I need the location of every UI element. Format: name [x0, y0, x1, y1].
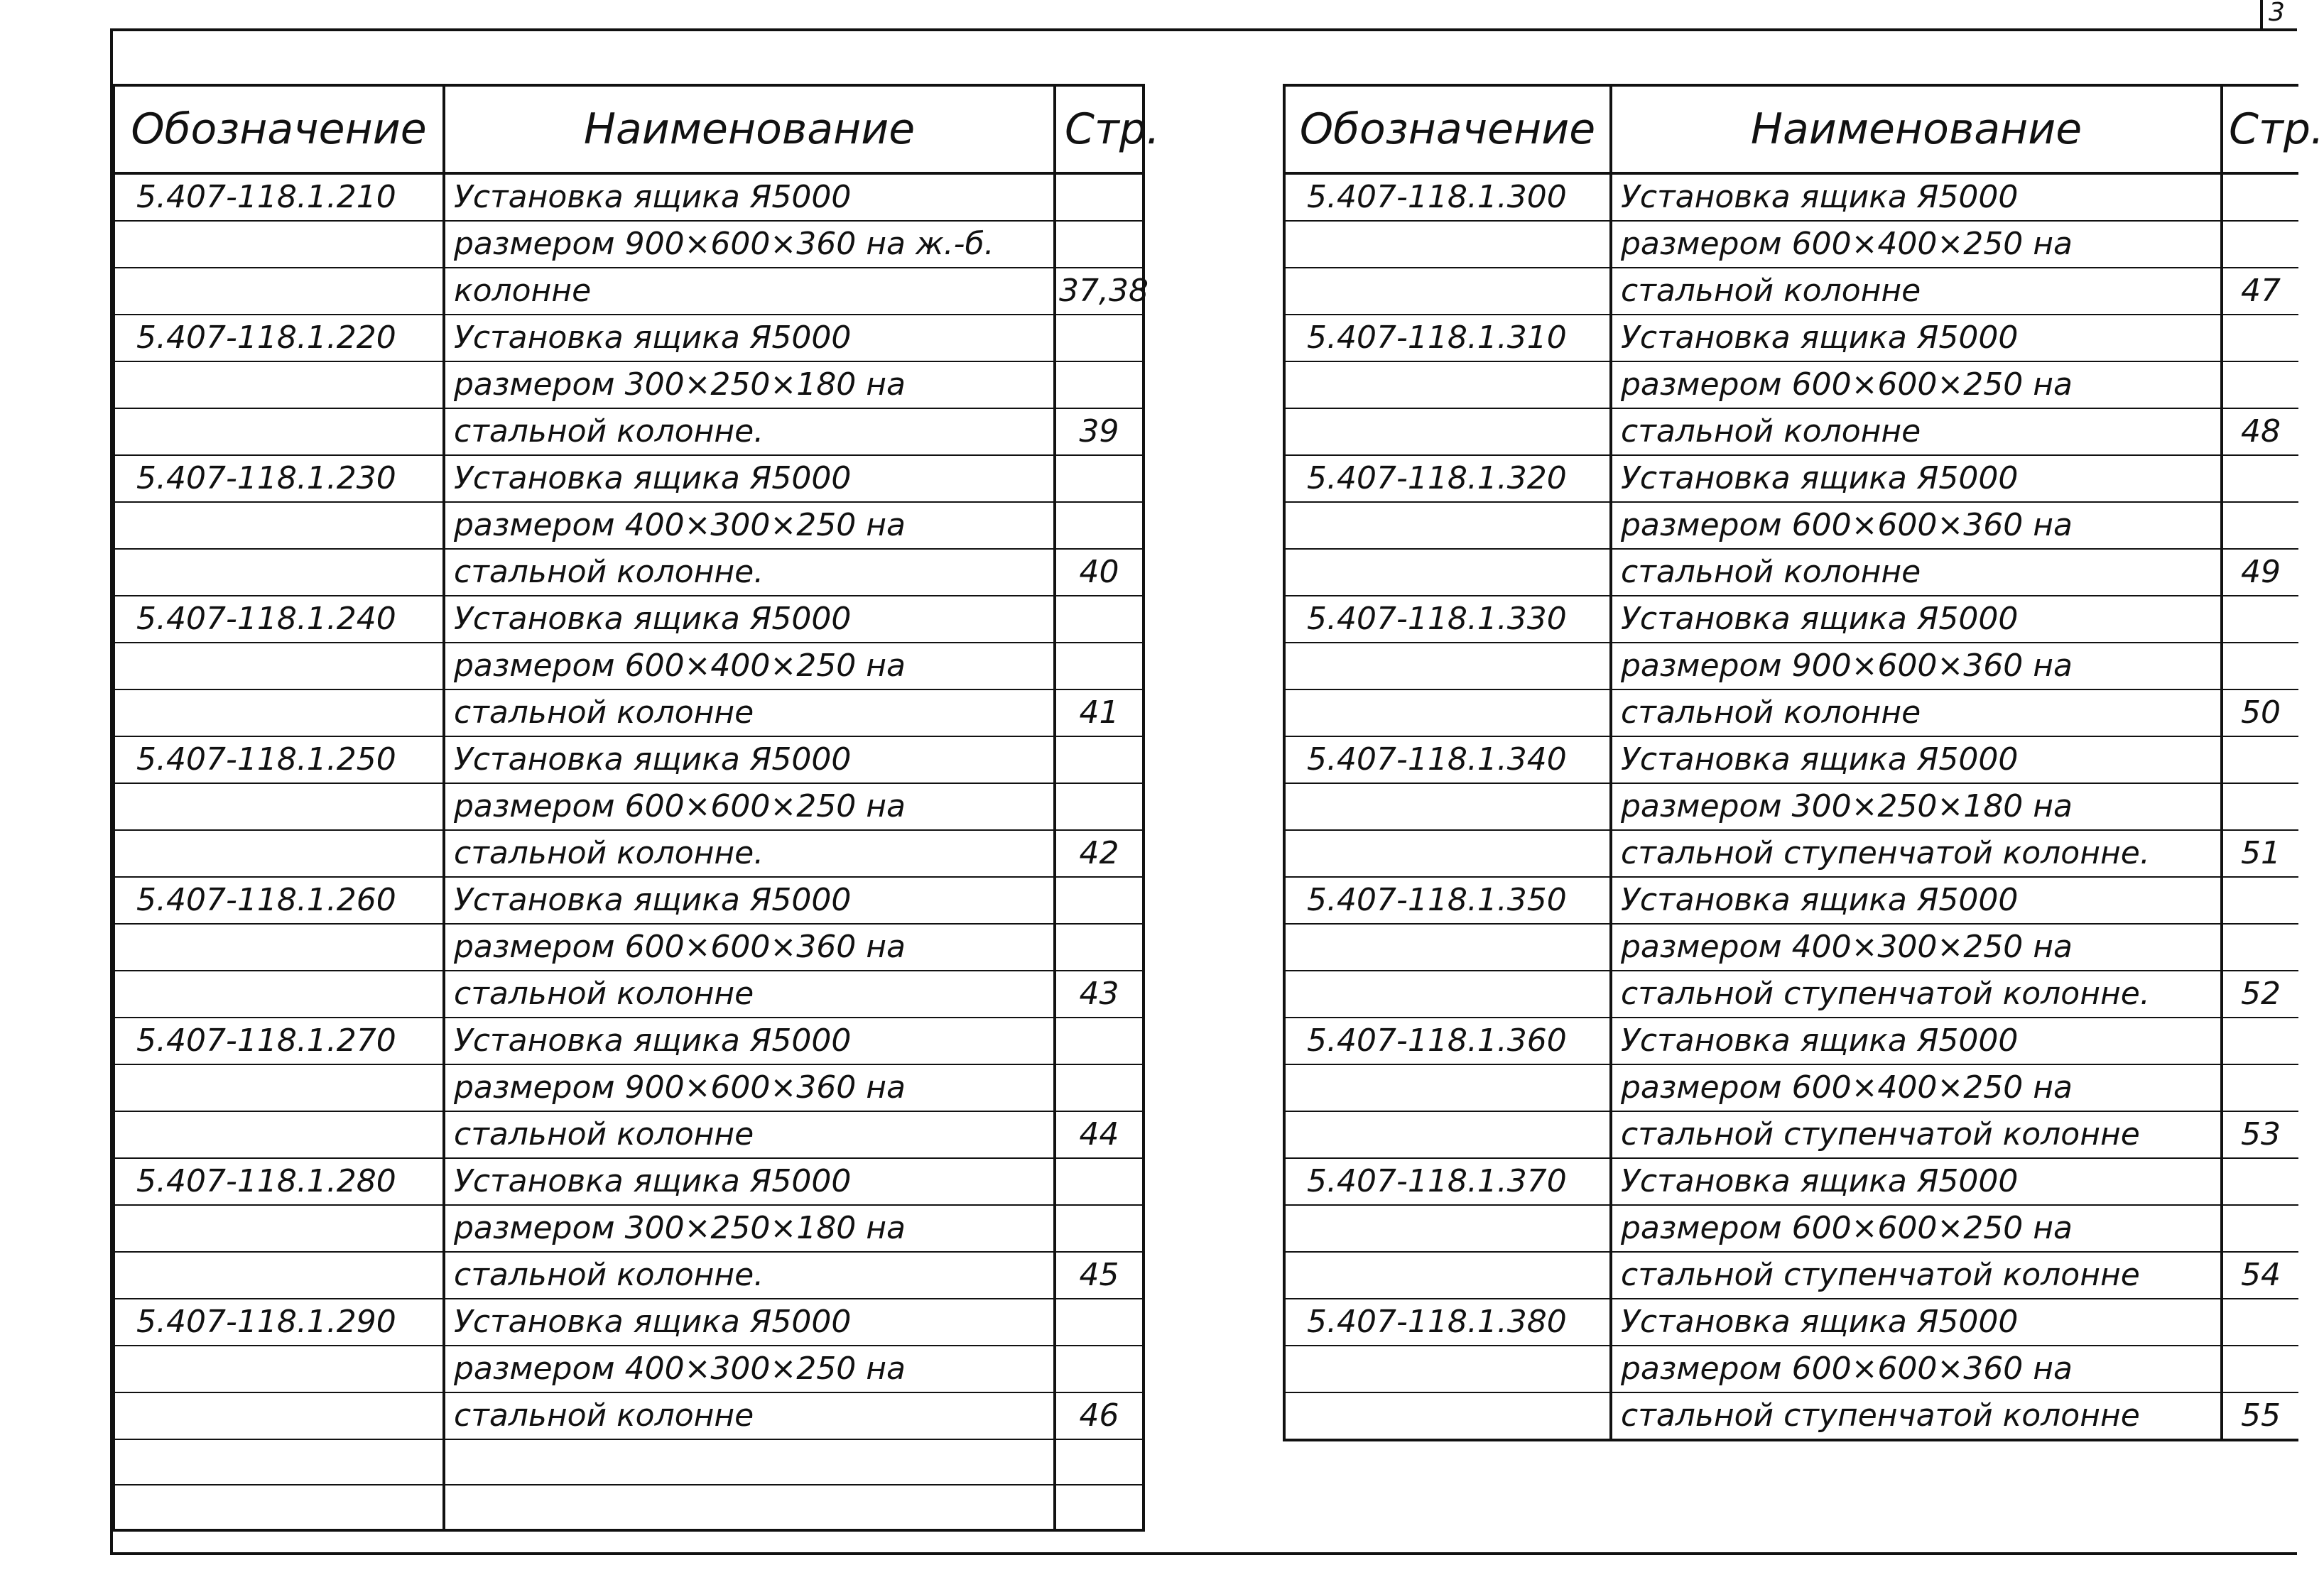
page-cell — [2222, 783, 2298, 830]
code-cell — [1284, 361, 1611, 408]
name-cell: размером 900×600×360 на — [444, 1064, 1055, 1111]
code-cell — [1284, 549, 1611, 596]
table-row — [114, 502, 1144, 549]
table-row — [114, 1252, 1144, 1299]
code-cell: 5.407-118.1.220 — [114, 315, 444, 361]
table-row — [1284, 1111, 2298, 1158]
page-number: 3 — [2260, 0, 2297, 28]
table-row — [1284, 783, 2298, 830]
code-cell — [1284, 1392, 1611, 1440]
page-cell — [2222, 221, 2298, 268]
page-cell: 45 — [1055, 1252, 1144, 1299]
table-row — [1284, 736, 2298, 783]
code-cell: 5.407-118.1.380 — [1284, 1299, 1611, 1346]
table-row — [114, 173, 1144, 221]
page-cell: 50 — [2222, 689, 2298, 736]
page-cell — [2222, 736, 2298, 783]
name-cell: стальной ступенчатой колонне — [1611, 1111, 2222, 1158]
table-row — [1284, 502, 2298, 549]
name-cell: размером 400×300×250 на — [1611, 924, 2222, 971]
code-cell: 5.407-118.1.290 — [114, 1299, 444, 1346]
code-cell — [114, 1111, 444, 1158]
page-cell — [2222, 315, 2298, 361]
page-cell: 51 — [2222, 830, 2298, 877]
header-designation: Обозначение — [114, 85, 444, 173]
table-row — [114, 1346, 1144, 1392]
page-cell — [1055, 877, 1144, 924]
name-cell — [444, 1485, 1055, 1530]
page-cell — [2222, 1205, 2298, 1252]
table-row — [114, 1205, 1144, 1252]
left-index-table — [112, 84, 1161, 1532]
table-row — [1284, 830, 2298, 877]
name-cell: Установка ящика Я5000 — [444, 1018, 1055, 1064]
page-cell — [1055, 1064, 1144, 1111]
name-cell: стальной колонне — [1611, 408, 2222, 455]
name-cell: размером 400×300×250 на — [444, 1346, 1055, 1392]
name-cell: Установка ящика Я5000 — [1611, 1018, 2222, 1064]
table-row — [1284, 971, 2298, 1018]
page-cell — [2222, 173, 2298, 221]
code-cell — [1284, 408, 1611, 455]
page-cell: 39 — [1055, 408, 1144, 455]
code-cell: 5.407-118.1.250 — [114, 736, 444, 783]
page-cell — [1055, 1485, 1144, 1530]
table-row — [114, 1018, 1144, 1064]
name-cell: Установка ящика Я5000 — [1611, 877, 2222, 924]
code-cell — [1284, 268, 1611, 315]
table-row — [114, 361, 1144, 408]
page-cell — [2222, 455, 2298, 502]
code-cell — [114, 1205, 444, 1252]
name-cell: стальной колонне. — [444, 830, 1055, 877]
name-cell: Установка ящика Я5000 — [1611, 315, 2222, 361]
page-cell — [2222, 877, 2298, 924]
name-cell: размером 600×600×250 на — [444, 783, 1055, 830]
table-row — [114, 643, 1144, 689]
table-row — [1284, 1392, 2298, 1440]
table-row — [114, 455, 1144, 502]
name-cell: размером 300×250×180 на — [1611, 783, 2222, 830]
name-cell: размером 300×250×180 на — [444, 1205, 1055, 1252]
page-cell: 46 — [1055, 1392, 1144, 1439]
name-cell: Установка ящика Я5000 — [1611, 1158, 2222, 1205]
table-row — [1284, 924, 2298, 971]
table-row — [114, 315, 1144, 361]
name-cell: размером 600×600×250 на — [1611, 1205, 2222, 1252]
page-cell — [2222, 924, 2298, 971]
code-cell — [114, 502, 444, 549]
page-cell — [1055, 455, 1144, 502]
table-row — [1284, 689, 2298, 736]
code-cell — [114, 221, 444, 268]
code-cell — [1284, 1346, 1611, 1392]
name-cell: стальной колонне. — [444, 408, 1055, 455]
name-cell: Установка ящика Я5000 — [444, 455, 1055, 502]
name-cell: размером 600×600×360 на — [1611, 502, 2222, 549]
name-cell: стальной колонне — [444, 971, 1055, 1018]
name-cell: размером 600×400×250 на — [444, 643, 1055, 689]
page-cell — [2222, 1299, 2298, 1346]
code-cell — [1284, 1111, 1611, 1158]
name-cell: Установка ящика Я5000 — [444, 173, 1055, 221]
table-row — [114, 1064, 1144, 1111]
table-row — [114, 1392, 1144, 1439]
name-cell: размером 900×600×360 на ж.-б. — [444, 221, 1055, 268]
name-cell: Установка ящика Я5000 — [1611, 736, 2222, 783]
code-cell — [1284, 971, 1611, 1018]
name-cell: стальной ступенчатой колонне — [1611, 1252, 2222, 1299]
table-row — [1284, 1346, 2298, 1392]
table-row — [1284, 1158, 2298, 1205]
name-cell: стальной ступенчатой колонне — [1611, 1392, 2222, 1440]
table-row — [1284, 643, 2298, 689]
code-cell: 5.407-118.1.310 — [1284, 315, 1611, 361]
table-row — [1284, 455, 2298, 502]
page-cell — [2222, 1018, 2298, 1064]
name-cell: размером 300×250×180 на — [444, 361, 1055, 408]
name-cell: размером 600×600×250 на — [1611, 361, 2222, 408]
code-cell — [114, 1392, 444, 1439]
page-cell — [2222, 596, 2298, 643]
code-cell — [114, 643, 444, 689]
name-cell: размером 400×300×250 на — [444, 502, 1055, 549]
page-cell — [1055, 1346, 1144, 1392]
header-name: Наименование — [1611, 85, 2222, 173]
page-cell: 53 — [2222, 1111, 2298, 1158]
page-cell — [1055, 1205, 1144, 1252]
page-cell — [2222, 1346, 2298, 1392]
name-cell: стальной ступенчатой колонне. — [1611, 830, 2222, 877]
page-cell — [1055, 783, 1144, 830]
code-cell: 5.407-118.1.210 — [114, 173, 444, 221]
name-cell: стальной колонне. — [444, 549, 1055, 596]
page-cell: 37,38 — [1055, 268, 1144, 315]
name-cell: Установка ящика Я5000 — [444, 1158, 1055, 1205]
page-cell: 49 — [2222, 549, 2298, 596]
right-index-table — [1283, 84, 2324, 1441]
table-row — [1284, 1064, 2298, 1111]
code-cell — [114, 361, 444, 408]
page-cell — [1055, 361, 1144, 408]
page-cell — [1055, 502, 1144, 549]
table-row — [114, 1439, 1144, 1485]
page-cell — [2222, 1158, 2298, 1205]
code-cell: 5.407-118.1.320 — [1284, 455, 1611, 502]
page-cell: 54 — [2222, 1252, 2298, 1299]
name-cell: стальной колонне — [444, 1111, 1055, 1158]
table-row — [114, 783, 1144, 830]
code-cell — [114, 830, 444, 877]
code-cell — [114, 1346, 444, 1392]
page-cell — [1055, 221, 1144, 268]
page-cell — [1055, 643, 1144, 689]
name-cell: Установка ящика Я5000 — [1611, 1299, 2222, 1346]
code-cell — [114, 1252, 444, 1299]
page-cell: 43 — [1055, 971, 1144, 1018]
code-cell — [114, 268, 444, 315]
code-cell: 5.407-118.1.340 — [1284, 736, 1611, 783]
table-row — [114, 1485, 1144, 1530]
page-cell — [2222, 502, 2298, 549]
table-row — [114, 689, 1144, 736]
table-row — [114, 736, 1144, 783]
code-cell: 5.407-118.1.350 — [1284, 877, 1611, 924]
page-cell — [1055, 1439, 1144, 1485]
code-cell — [114, 971, 444, 1018]
table-row — [1284, 408, 2298, 455]
code-cell — [114, 1485, 444, 1530]
name-cell: Установка ящика Я5000 — [444, 736, 1055, 783]
code-cell — [1284, 689, 1611, 736]
code-cell — [114, 549, 444, 596]
table-row — [1284, 1252, 2298, 1299]
code-cell: 5.407-118.1.360 — [1284, 1018, 1611, 1064]
name-cell: стальной ступенчатой колонне. — [1611, 971, 2222, 1018]
table-row — [114, 877, 1144, 924]
page-cell: 44 — [1055, 1111, 1144, 1158]
table-row — [114, 1299, 1144, 1346]
code-cell — [1284, 221, 1611, 268]
name-cell: размером 600×600×360 на — [1611, 1346, 2222, 1392]
table-row — [1284, 315, 2298, 361]
code-cell: 5.407-118.1.330 — [1284, 596, 1611, 643]
page-cell: 52 — [2222, 971, 2298, 1018]
code-cell — [1284, 924, 1611, 971]
table-row — [114, 221, 1144, 268]
page-cell — [2222, 1064, 2298, 1111]
code-cell: 5.407-118.1.240 — [114, 596, 444, 643]
page-cell — [1055, 1018, 1144, 1064]
name-cell: стальной колонне. — [444, 1252, 1055, 1299]
code-cell — [1284, 502, 1611, 549]
table-row — [1284, 549, 2298, 596]
code-cell — [1284, 643, 1611, 689]
table-row — [114, 924, 1144, 971]
table-row — [1284, 1018, 2298, 1064]
code-cell: 5.407-118.1.300 — [1284, 173, 1611, 221]
header-page: Стр. — [1055, 85, 1144, 173]
code-cell — [114, 783, 444, 830]
name-cell: размером 600×400×250 на — [1611, 221, 2222, 268]
page-cell — [1055, 315, 1144, 361]
page-cell — [1055, 1299, 1144, 1346]
page-cell — [1055, 1158, 1144, 1205]
table-row — [1284, 221, 2298, 268]
code-cell — [114, 1064, 444, 1111]
code-cell — [114, 924, 444, 971]
page-cell — [1055, 173, 1144, 221]
name-cell: Установка ящика Я5000 — [1611, 596, 2222, 643]
page-cell: 40 — [1055, 549, 1144, 596]
name-cell: стальной колонне — [444, 1392, 1055, 1439]
code-cell: 5.407-118.1.230 — [114, 455, 444, 502]
code-cell — [114, 689, 444, 736]
name-cell: Установка ящика Я5000 — [444, 596, 1055, 643]
page-cell: 55 — [2222, 1392, 2298, 1440]
code-cell — [1284, 1064, 1611, 1111]
name-cell: стальной колонне — [1611, 549, 2222, 596]
code-cell — [1284, 830, 1611, 877]
name-cell: Установка ящика Я5000 — [444, 1299, 1055, 1346]
name-cell: размером 900×600×360 на — [1611, 643, 2222, 689]
page-cell — [2222, 643, 2298, 689]
table-row — [1284, 877, 2298, 924]
table-row — [114, 268, 1144, 315]
page-cell — [1055, 736, 1144, 783]
name-cell: Установка ящика Я5000 — [444, 315, 1055, 361]
code-cell — [1284, 1205, 1611, 1252]
code-cell — [114, 1439, 444, 1485]
table-row — [1284, 1299, 2298, 1346]
name-cell: Установка ящика Я5000 — [444, 877, 1055, 924]
name-cell: стальной колонне — [444, 689, 1055, 736]
table-row — [1284, 268, 2298, 315]
page-cell: 42 — [1055, 830, 1144, 877]
table-row — [114, 830, 1144, 877]
right-header-row — [1284, 85, 2298, 173]
name-cell: Установка ящика Я5000 — [1611, 455, 2222, 502]
name-cell: Установка ящика Я5000 — [1611, 173, 2222, 221]
page-cell — [1055, 596, 1144, 643]
name-cell — [444, 1439, 1055, 1485]
left-header-row — [114, 85, 1144, 173]
code-cell: 5.407-118.1.260 — [114, 877, 444, 924]
name-cell: размером 600×400×250 на — [1611, 1064, 2222, 1111]
page-cell: 48 — [2222, 408, 2298, 455]
name-cell: стальной колонне — [1611, 268, 2222, 315]
table-row — [1284, 1205, 2298, 1252]
table-row — [114, 1158, 1144, 1205]
table-row — [114, 408, 1144, 455]
table-row — [114, 549, 1144, 596]
table-row — [1284, 361, 2298, 408]
name-cell: размером 600×600×360 на — [444, 924, 1055, 971]
header-page: Стр. — [2222, 85, 2298, 173]
table-row — [114, 971, 1144, 1018]
name-cell: колонне — [444, 268, 1055, 315]
code-cell — [114, 408, 444, 455]
page-cell — [2222, 361, 2298, 408]
name-cell: стальной колонне — [1611, 689, 2222, 736]
code-cell: 5.407-118.1.370 — [1284, 1158, 1611, 1205]
code-cell — [1284, 783, 1611, 830]
page-cell — [1055, 924, 1144, 971]
table-row — [1284, 596, 2298, 643]
page-cell: 41 — [1055, 689, 1144, 736]
header-designation: Обозначение — [1284, 85, 1611, 173]
page-cell: 47 — [2222, 268, 2298, 315]
code-cell — [1284, 1252, 1611, 1299]
table-row — [114, 1111, 1144, 1158]
code-cell: 5.407-118.1.270 — [114, 1018, 444, 1064]
code-cell: 5.407-118.1.280 — [114, 1158, 444, 1205]
header-name: Наименование — [444, 85, 1055, 173]
table-row — [114, 596, 1144, 643]
table-row — [1284, 173, 2298, 221]
